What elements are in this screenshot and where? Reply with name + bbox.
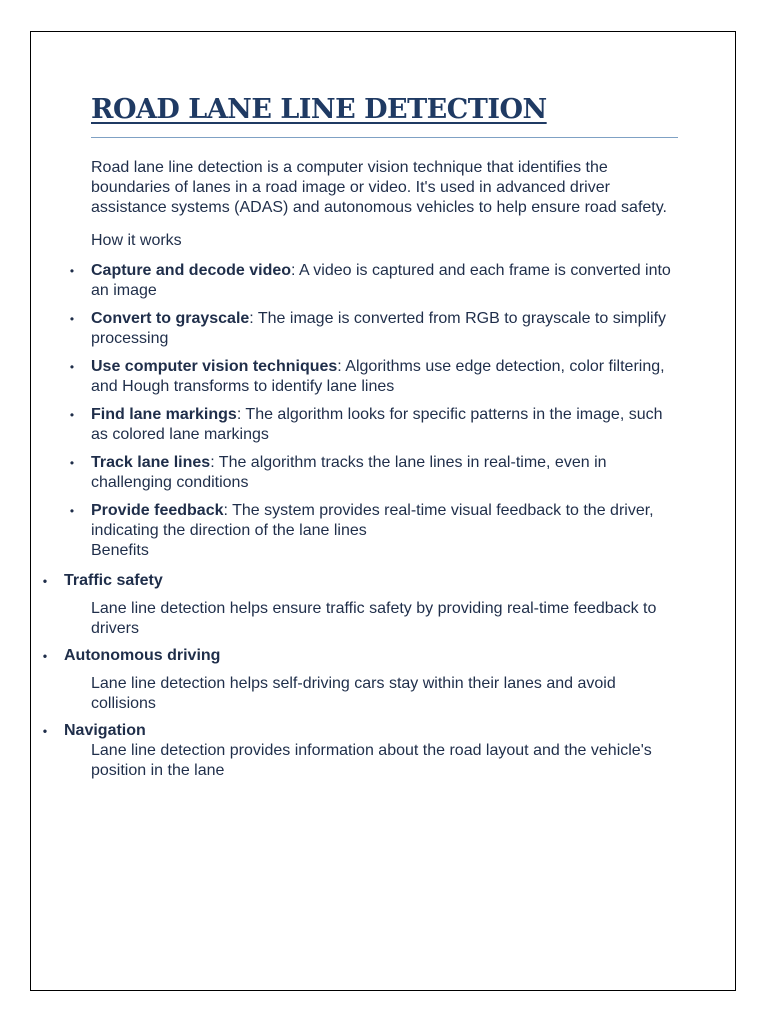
step-text: : A video is captured and each frame is converted into an image [91, 262, 671, 299]
step-term: Capture and decode video [91, 262, 292, 279]
steps-list [31, 261, 737, 541]
step-text: : Algorithms use edge detection, color filtering, and Hough transforms to identify lane lines [91, 358, 665, 395]
bullet-icon: • [69, 360, 75, 374]
list-item [69, 453, 679, 493]
bullet-icon: • [69, 408, 75, 422]
document-title: ROAD LANE LINE DETECTION [91, 94, 547, 125]
benefit-description: Lane line detection provides information about the road layout and the vehicle's position in the lane [91, 742, 652, 779]
list-item [69, 501, 679, 541]
bullet-icon: • [42, 574, 48, 588]
benefit-description: Lane line detection helps ensure traffic safety by providing real-time feedback to drivers [91, 600, 657, 637]
benefit-title [42, 571, 737, 591]
benefit-title-text: Autonomous driving [64, 647, 221, 664]
list-item [69, 357, 679, 397]
benefit-title [42, 721, 737, 741]
step-term: Convert to grayscale [91, 310, 250, 327]
bullet-icon: • [69, 504, 75, 518]
step-text: : The system provides real-time visual feedback to the driver, indicating the direction of the lane lines [91, 502, 654, 539]
step-text: : The image is converted from RGB to grayscale to simplify processing [91, 310, 667, 347]
how-it-works-label: How it works [91, 232, 182, 249]
benefit-description: Lane line detection helps self-driving cars stay within their lanes and avoid collisions [91, 675, 616, 712]
list-item [31, 646, 737, 714]
step-text: : The algorithm tracks the lane lines in real-time, even in challenging conditions [91, 454, 607, 491]
list-item [31, 721, 737, 781]
list-item [69, 309, 679, 349]
benefits-list [31, 571, 737, 781]
step-term: Provide feedback [91, 502, 224, 519]
list-item [69, 405, 679, 445]
step-term: Use computer vision techniques [91, 358, 338, 375]
bullet-icon: • [69, 456, 75, 470]
step-term: Track lane lines [91, 454, 211, 471]
bullet-icon: • [42, 724, 48, 738]
bullet-icon: • [42, 649, 48, 663]
benefits-label: Benefits [91, 542, 149, 559]
step-term: Find lane markings [91, 406, 237, 423]
bullet-icon: • [69, 312, 75, 326]
list-item [31, 571, 737, 639]
benefit-title-text: Traffic safety [64, 572, 163, 589]
list-item [69, 261, 679, 301]
bullet-icon: • [69, 264, 75, 278]
intro-paragraph: Road lane line detection is a computer vision technique that identifies the boundaries of lanes in a road image or video. It's used in advanced driver assistance systems (ADAS) and autonomous vehicles to help ensure road safety. [91, 159, 667, 216]
document-body [31, 158, 737, 788]
benefit-title-text: Navigation [64, 722, 146, 739]
step-text: : The algorithm looks for specific patterns in the image, such as colored lane markings [91, 406, 663, 443]
title-divider [91, 137, 678, 138]
benefit-title [42, 646, 737, 666]
document-page [30, 31, 736, 991]
